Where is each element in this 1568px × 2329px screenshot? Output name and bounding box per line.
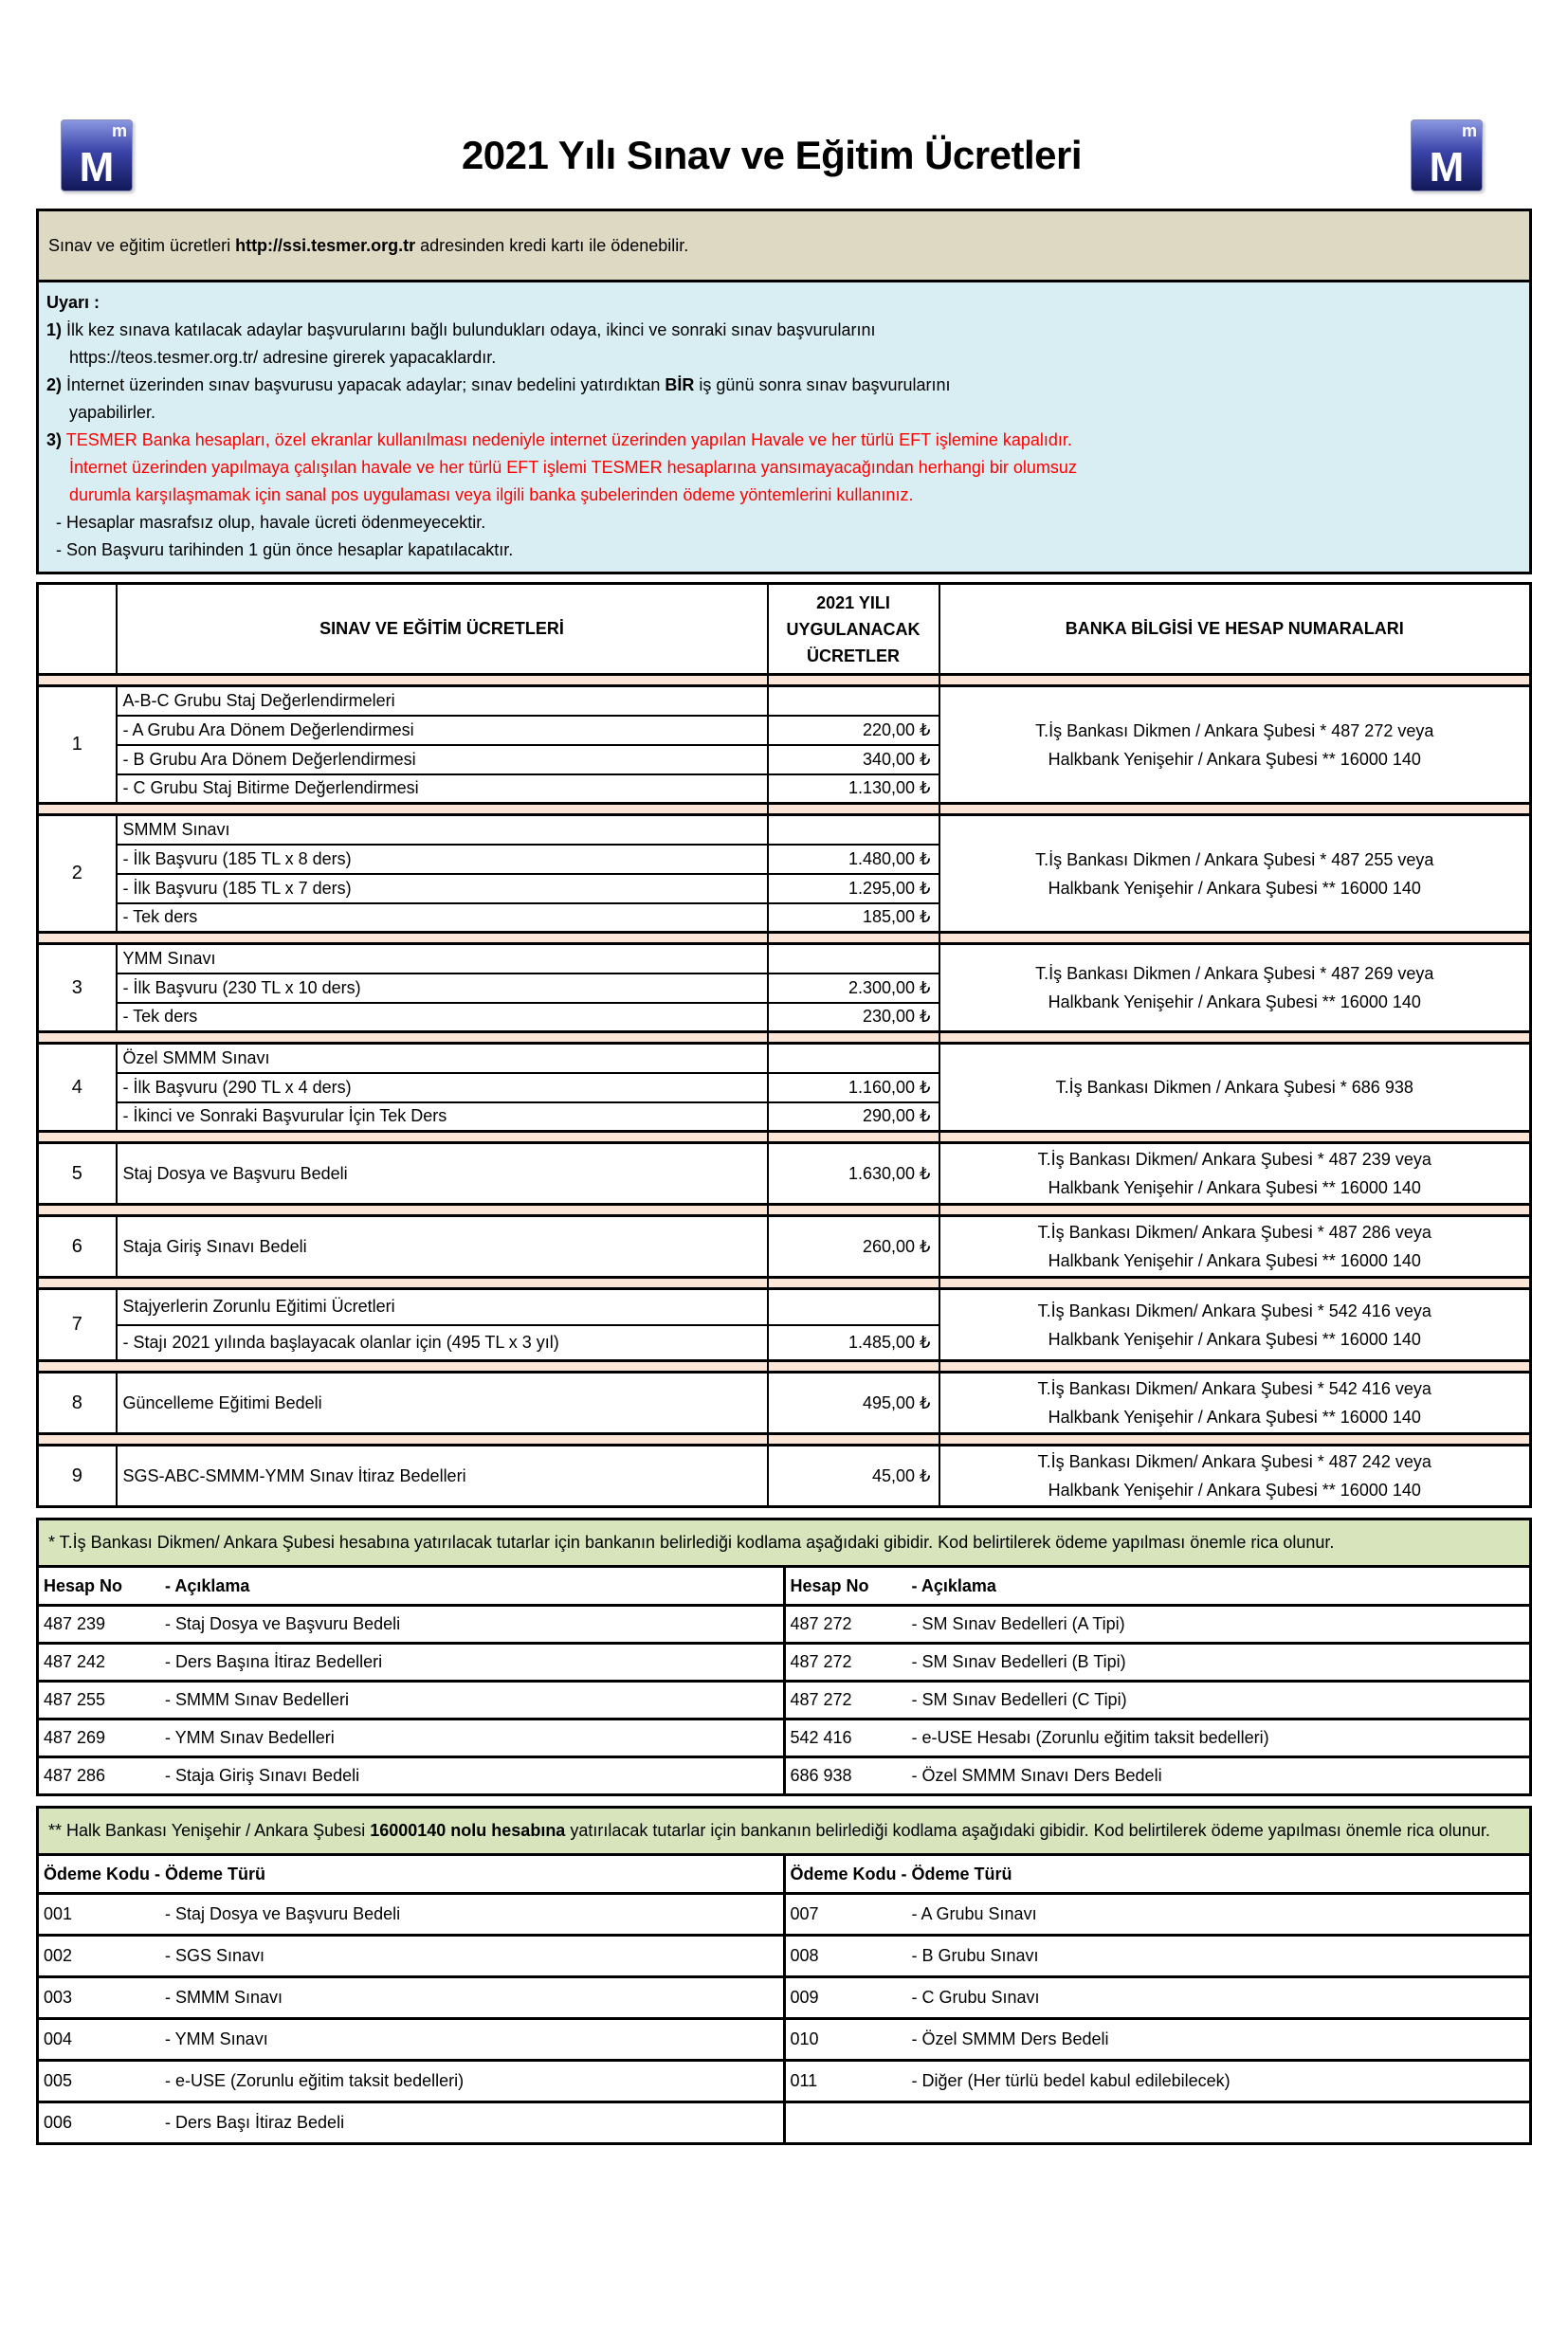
bank-line: T.İş Bankası Dikmen / Ankara Şubesi * 686 938 (1055, 1078, 1413, 1097)
fee-desc: Staja Giriş Sınavı Bedeli (117, 1216, 768, 1278)
warning-line: İnternet üzerinden yapılmaya çalışılan havale ve her türlü EFT işlemi TESMER hesaplarına yansımayacağından herhangi bir olumsuz (69, 458, 1077, 477)
fee-price (768, 815, 939, 845)
payment-desc: - SMMM Sınavı (165, 1988, 283, 2007)
odeme-row (38, 1936, 1531, 1977)
warning-line (46, 427, 1520, 454)
note-pre: Sınav ve eğitim ücretleri (48, 235, 236, 255)
fee-price: 45,00 ₺ (768, 1446, 939, 1507)
payment-note-box (36, 209, 1532, 282)
warning-line: https://teos.tesmer.org.tr/ adresine girerek yapacaklardır. (69, 348, 497, 367)
fee-price: 1.630,00 ₺ (768, 1143, 939, 1205)
warning-box (36, 280, 1532, 574)
odeme-header: Ödeme Kodu - Ödeme Türü (790, 1864, 1012, 1883)
warning-item-number: 2) (46, 375, 63, 394)
bank-info (939, 1373, 1531, 1434)
fee-price (768, 1289, 939, 1325)
payment-code: 008 (790, 1946, 819, 1965)
account-desc: - SM Sınav Bedelleri (B Tipi) (911, 1652, 1126, 1671)
account-desc: - Özel SMMM Sınavı Ders Bedeli (911, 1766, 1162, 1785)
warning-line: yapabilirler. (69, 403, 156, 422)
tesmer-logo-icon (1411, 119, 1483, 191)
bank-line: Halkbank Yenişehir / Ankara Şubesi ** 16000 140 (1048, 749, 1421, 769)
footnote2-post: yatırılacak tutarlar için bankanın belirlediği kodlama aşağıdaki gibidir. Kod belirtilerek ödeme yapılması önemle rica olunur. (565, 1821, 1490, 1840)
odeme-cell (784, 2102, 1531, 2144)
odeme-row (38, 1977, 1531, 2019)
account-code: 487 286 (44, 1766, 106, 1785)
account-code: 686 938 (790, 1766, 852, 1785)
payment-code: 003 (44, 1988, 73, 2007)
section-separator (38, 675, 1531, 686)
account-code: 487 272 (790, 1614, 852, 1633)
payment-desc: - B Grubu Sınavı (911, 1946, 1039, 1965)
hesap-cell (784, 1719, 1531, 1757)
bank-info (939, 1446, 1531, 1507)
payment-code: 006 (44, 2113, 73, 2132)
hesap-row (38, 1757, 1531, 1795)
payment-desc: - SGS Sınavı (165, 1946, 265, 1965)
payment-code: 001 (44, 1904, 73, 1923)
section-separator (38, 1278, 1531, 1289)
hesap-row (38, 1644, 1531, 1682)
bank-line: T.İş Bankası Dikmen / Ankara Şubesi * 487 269 veya (1035, 964, 1434, 983)
footnote2-pre: ** Halk Bankası Yenişehir / Ankara Şubesi (48, 1821, 371, 1840)
fee-price: 1.480,00 ₺ (768, 845, 939, 874)
note-url: http://ssi.tesmer.org.tr (235, 235, 416, 255)
fee-desc: YMM Sınavı (117, 944, 768, 973)
hesap-header-cell (784, 1567, 1531, 1606)
section-number: 5 (38, 1143, 117, 1205)
warning-line: - Son Başvuru tarihinden 1 gün önce hesaplar kapatılacaktır. (56, 540, 514, 559)
fee-price: 185,00 ₺ (768, 903, 939, 933)
bank-line: Halkbank Yenişehir / Ankara Şubesi ** 16000 140 (1048, 1251, 1421, 1270)
odeme-cell (38, 1936, 785, 1977)
warning-item-text: iş günü sonra sınav başvurularını (694, 375, 951, 394)
bank-line: T.İş Bankası Dikmen/ Ankara Şubesi * 542 416 veya (1037, 1301, 1431, 1320)
payment-desc: - e-USE (Zorunlu eğitim taksit bedelleri) (165, 2071, 465, 2090)
payment-desc: - Özel SMMM Ders Bedeli (911, 2029, 1109, 2048)
bank-line: Halkbank Yenişehir / Ankara Şubesi ** 16000 140 (1048, 1408, 1421, 1427)
hesap-no-table (36, 1565, 1532, 1796)
fee-price: 1.485,00 ₺ (768, 1325, 939, 1361)
fee-price: 230,00 ₺ (768, 1003, 939, 1032)
warning-item-text: İnternet üzerinden sınav başvurusu yapacak adaylar; sınav bedelini yatırdıktan (66, 375, 665, 394)
section-separator (38, 804, 1531, 815)
account-code: 487 255 (44, 1690, 106, 1709)
fee-desc: - İlk Başvuru (290 TL x 4 ders) (117, 1073, 768, 1102)
fee-desc: - İlk Başvuru (185 TL x 8 ders) (117, 845, 768, 874)
fee-desc: A-B-C Grubu Staj Değerlendirmeleri (117, 686, 768, 716)
payment-desc: - Diğer (Her türlü bedel kabul edilebilecek) (911, 2071, 1231, 2090)
fee-row (38, 1289, 1531, 1325)
fee-price: 340,00 ₺ (768, 745, 939, 774)
hesap-no-header: Hesap No (790, 1575, 869, 1595)
account-desc: - Ders Başına İtiraz Bedelleri (165, 1652, 383, 1671)
odeme-cell (38, 2019, 785, 2061)
section-separator (38, 933, 1531, 944)
bank-line: Halkbank Yenişehir / Ankara Şubesi ** 16000 140 (1048, 1481, 1421, 1500)
warning-item-number: 3) (46, 430, 63, 449)
hesap-cell (784, 1682, 1531, 1719)
account-desc: - Staj Dosya ve Başvuru Bedeli (165, 1614, 401, 1633)
warning-line: durumla karşılaşmamak için sanal pos uygulaması veya ilgili banka şubelerinden ödeme yöntemlerini kullanınız. (69, 485, 914, 504)
odeme-cell (38, 2102, 785, 2144)
bank-info (939, 1044, 1531, 1132)
fee-price: 220,00 ₺ (768, 716, 939, 745)
bank-line: Halkbank Yenişehir / Ankara Şubesi ** 16000 140 (1048, 878, 1421, 898)
aciklama-header: - Açıklama (911, 1575, 996, 1595)
logo-superscript: m (1461, 121, 1477, 140)
bank-line: Halkbank Yenişehir / Ankara Şubesi ** 16000 140 (1048, 992, 1421, 1011)
fee-desc: - C Grubu Staj Bitirme Değerlendirmesi (117, 774, 768, 804)
account-code: 487 242 (44, 1652, 106, 1671)
section-number: 2 (38, 815, 117, 933)
odeme-header-row (38, 1855, 1531, 1894)
odeme-cell (784, 2061, 1531, 2102)
logo-letter: M (1429, 144, 1465, 191)
warning-item-text-red: TESMER Banka hesapları, özel ekranlar kullanılması nedeniyle internet üzerinden yapılan Havale ve her türlü EFT işlemine kapalıdır. (65, 430, 1072, 449)
payment-desc: - C Grubu Sınavı (911, 1988, 1040, 2007)
fee-desc: Stajyerlerin Zorunlu Eğitimi Ücretleri (117, 1289, 768, 1325)
section-number: 3 (38, 944, 117, 1032)
hesap-cell (784, 1757, 1531, 1795)
warning-item-bold: BİR (665, 375, 695, 394)
bank-info (939, 815, 1531, 933)
odeme-row (38, 2061, 1531, 2102)
hesap-cell (38, 1644, 785, 1682)
payment-code: 004 (44, 2029, 73, 2048)
odeme-header: Ödeme Kodu - Ödeme Türü (44, 1864, 266, 1883)
odeme-cell (38, 1894, 785, 1936)
fee-row (38, 1216, 1531, 1278)
warning-title-line (46, 289, 1520, 317)
header-cell-bank: BANKA BİLGİSİ VE HESAP NUMARALARI (939, 584, 1531, 675)
fee-price: 2.300,00 ₺ (768, 973, 939, 1003)
odeme-cell (784, 2019, 1531, 2061)
header-price-line: 2021 YILI (816, 592, 890, 612)
fee-price: 290,00 ₺ (768, 1102, 939, 1132)
fee-desc: Özel SMMM Sınavı (117, 1044, 768, 1073)
payment-code: 009 (790, 1988, 819, 2007)
halkbank-code-footnote (36, 1806, 1532, 1856)
bank-line: T.İş Bankası Dikmen / Ankara Şubesi * 487 255 veya (1035, 849, 1434, 869)
section-number: 7 (38, 1289, 117, 1361)
hesap-cell (38, 1606, 785, 1644)
hesap-row (38, 1682, 1531, 1719)
account-code: 487 272 (790, 1652, 852, 1671)
fee-row (38, 1143, 1531, 1205)
warning-line (46, 372, 1520, 399)
account-desc: - e-USE Hesabı (Zorunlu eğitim taksit bedelleri) (911, 1728, 1269, 1747)
footnote2-account: 16000140 nolu hesabına (370, 1821, 566, 1840)
payment-code: 007 (790, 1904, 819, 1923)
page-title: 2021 Yılı Sınav ve Eğitim Ücretleri (461, 133, 1083, 177)
hesap-cell (784, 1606, 1531, 1644)
bank-info (939, 686, 1531, 804)
odeme-cell (38, 2061, 785, 2102)
fee-desc: Staj Dosya ve Başvuru Bedeli (117, 1143, 768, 1205)
section-separator (38, 1205, 1531, 1216)
header-cell-empty (38, 584, 117, 675)
logo-letter: M (79, 144, 115, 191)
fee-desc: - B Grubu Ara Dönem Değerlendirmesi (117, 745, 768, 774)
fee-desc: - Stajı 2021 yılında başlayacak olanlar için (495 TL x 3 yıl) (117, 1325, 768, 1361)
odeme-row (38, 2019, 1531, 2061)
payment-code: 002 (44, 1946, 73, 1965)
payment-note-text (48, 236, 688, 256)
hesap-row (38, 1719, 1531, 1757)
bank-line: T.İş Bankası Dikmen/ Ankara Şubesi * 487 239 veya (1037, 1150, 1431, 1169)
header-cell-desc: SINAV VE EĞİTİM ÜCRETLERİ (117, 584, 768, 675)
fee-row (38, 944, 1531, 973)
fee-price: 1.295,00 ₺ (768, 874, 939, 903)
account-desc: - Staja Giriş Sınavı Bedeli (165, 1766, 360, 1785)
hesap-cell (38, 1719, 785, 1757)
fee-desc: - İlk Başvuru (185 TL x 7 ders) (117, 874, 768, 903)
odeme-cell (784, 1936, 1531, 1977)
fee-row (38, 815, 1531, 845)
section-separator (38, 1132, 1531, 1143)
fee-price: 1.130,00 ₺ (768, 774, 939, 804)
bank-info (939, 1289, 1531, 1361)
odeme-cell (784, 1894, 1531, 1936)
account-desc: - SMMM Sınav Bedelleri (165, 1690, 350, 1709)
account-code: 487 269 (44, 1728, 106, 1747)
bank-info (939, 1143, 1531, 1205)
payment-desc: - Ders Başı İtiraz Bedeli (165, 2113, 345, 2132)
hesap-header-cell (38, 1567, 785, 1606)
fee-desc: Güncelleme Eğitimi Bedeli (117, 1373, 768, 1434)
fees-table-header-row (38, 584, 1531, 675)
section-number: 9 (38, 1446, 117, 1507)
odeme-kodu-table (36, 1853, 1532, 2145)
document-page (36, 112, 1532, 2145)
hesap-row (38, 1606, 1531, 1644)
section-separator (38, 1361, 1531, 1373)
payment-code: 005 (44, 2071, 73, 2090)
fee-desc: SGS-ABC-SMMM-YMM Sınav İtiraz Bedelleri (117, 1446, 768, 1507)
section-number: 1 (38, 686, 117, 804)
bank-info (939, 944, 1531, 1032)
fee-desc: - A Grubu Ara Dönem Değerlendirmesi (117, 716, 768, 745)
isbank-code-footnote: * T.İş Bankası Dikmen/ Ankara Şubesi hesabına yatırılacak tutarlar için bankanın belirlediği kodlama aşağıdaki gibidir. Kod belirtilerek ödeme yapılması önemle rica olunur. (36, 1518, 1532, 1568)
aciklama-header: - Açıklama (165, 1575, 250, 1595)
warning-item-text: İlk kez sınava katılacak adaylar başvurularını bağlı bulundukları odaya, ikinci ve sonraki sınav başvurularını (66, 320, 876, 339)
odeme-row (38, 2102, 1531, 2144)
section-number: 4 (38, 1044, 117, 1132)
bank-info (939, 1216, 1531, 1278)
fee-price (768, 1044, 939, 1073)
hesap-cell (38, 1757, 785, 1795)
warning-line (46, 317, 1520, 344)
odeme-cell (38, 1977, 785, 2019)
bank-line: T.İş Bankası Dikmen / Ankara Şubesi * 487 272 veya (1035, 720, 1434, 740)
fee-price (768, 686, 939, 716)
section-separator (38, 1032, 1531, 1044)
tesmer-logo-icon (61, 119, 133, 191)
fee-desc: - İlk Başvuru (230 TL x 10 ders) (117, 973, 768, 1003)
hesap-no-header: Hesap No (44, 1575, 123, 1595)
odeme-row (38, 1894, 1531, 1936)
bank-line: T.İş Bankası Dikmen/ Ankara Şubesi * 487 286 veya (1037, 1223, 1431, 1242)
payment-code: 011 (790, 2071, 818, 2090)
odeme-header-cell (784, 1855, 1531, 1894)
payment-desc: - A Grubu Sınavı (911, 1904, 1037, 1923)
payment-desc: - YMM Sınavı (165, 2029, 268, 2048)
odeme-header-cell (38, 1855, 785, 1894)
fees-table (36, 582, 1532, 1508)
account-code: 542 416 (790, 1728, 852, 1747)
account-desc: - YMM Sınav Bedelleri (165, 1728, 335, 1747)
fee-row (38, 1044, 1531, 1073)
payment-desc: - Staj Dosya ve Başvuru Bedeli (165, 1904, 401, 1923)
fee-desc: - İkinci ve Sonraki Başvurular İçin Tek Ders (117, 1102, 768, 1132)
hesap-header-row (38, 1567, 1531, 1606)
account-desc: - SM Sınav Bedelleri (C Tipi) (911, 1690, 1127, 1709)
warning-title: Uyarı : (46, 293, 100, 312)
payment-code: 010 (790, 2029, 819, 2048)
fee-price: 1.160,00 ₺ (768, 1073, 939, 1102)
bank-line: Halkbank Yenişehir / Ankara Şubesi ** 16000 140 (1048, 1178, 1421, 1197)
account-code: 487 272 (790, 1690, 852, 1709)
section-number: 8 (38, 1373, 117, 1434)
odeme-cell (784, 1977, 1531, 2019)
header-price-line: ÜCRETLER (807, 646, 900, 665)
fee-price: 260,00 ₺ (768, 1216, 939, 1278)
hesap-cell (38, 1682, 785, 1719)
account-desc: - SM Sınav Bedelleri (A Tipi) (911, 1614, 1125, 1633)
fee-price (768, 944, 939, 973)
fee-row (38, 1373, 1531, 1434)
fee-desc: SMMM Sınavı (117, 815, 768, 845)
fee-row (38, 686, 1531, 716)
fee-desc: - Tek ders (117, 1003, 768, 1032)
header-price-line: UYGULANACAK (786, 619, 921, 639)
section-separator (38, 1434, 1531, 1446)
warning-item-number: 1) (46, 320, 63, 339)
note-post: adresinden kredi kartı ile ödenebilir. (415, 235, 689, 255)
document-header (36, 112, 1532, 199)
fee-desc: - Tek ders (117, 903, 768, 933)
fee-row (38, 1446, 1531, 1507)
bank-line: T.İş Bankası Dikmen/ Ankara Şubesi * 542 416 veya (1037, 1379, 1431, 1398)
bank-line: Halkbank Yenişehir / Ankara Şubesi ** 16000 140 (1048, 1329, 1421, 1349)
logo-superscript: m (111, 121, 127, 140)
hesap-cell (784, 1644, 1531, 1682)
warning-line: - Hesaplar masrafsız olup, havale ücreti ödenmeyecektir. (56, 513, 486, 532)
fee-price: 495,00 ₺ (768, 1373, 939, 1434)
section-number: 6 (38, 1216, 117, 1278)
account-code: 487 239 (44, 1614, 106, 1633)
header-cell-price (768, 584, 939, 675)
bank-line: T.İş Bankası Dikmen/ Ankara Şubesi * 487 242 veya (1037, 1452, 1431, 1471)
